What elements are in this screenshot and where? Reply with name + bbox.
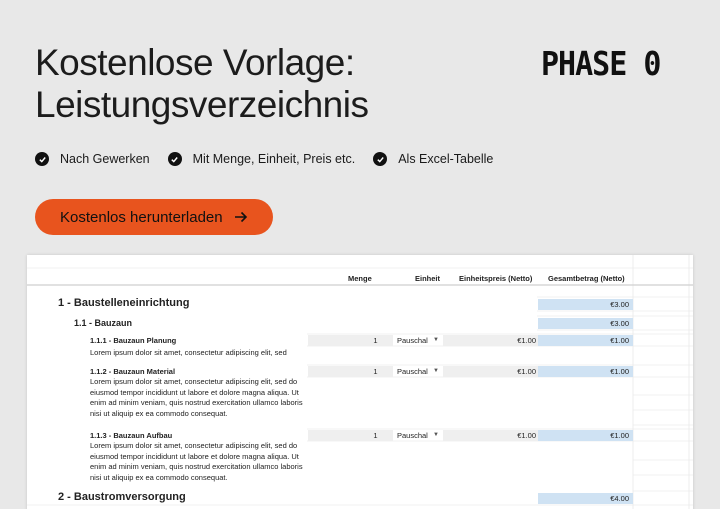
feature-label: Mit Menge, Einheit, Preis etc. xyxy=(192,152,356,166)
item-description: Lorem ipsum dolor sit amet, consectetur adipiscing elit, sed do eiusmod tempor incididunt ut labore et dolore magna aliqua. Ut enim ad minim veniam, quis nostrud exercitation ullamco laboris nisi ut aliquip ex ea commodo consequat. xyxy=(90,377,303,418)
menge-cell[interactable]: 1 xyxy=(308,366,393,377)
item-description: Lorem ipsum dolor sit amet, consectetur adipiscing elit, sed xyxy=(90,348,287,357)
check-circle-icon xyxy=(168,152,182,166)
column-header-gesamtbetrag: Gesamtbetrag (Netto) xyxy=(548,274,625,283)
section-total: €3.00 xyxy=(538,299,633,310)
phase0-logo: PHASE 0 xyxy=(541,45,661,84)
download-button-label: Kostenlos herunterladen xyxy=(60,208,223,226)
gesamtbetrag-cell: €1.00 xyxy=(538,430,633,441)
page-title xyxy=(35,42,368,126)
arrow-right-icon xyxy=(233,209,249,225)
einheit-select[interactable] xyxy=(393,430,443,441)
item-title: 1.1.3 - Bauzaun Aufbau xyxy=(90,431,173,440)
feature-item xyxy=(35,152,150,166)
item-title: 1.1.2 - Bauzaun Material xyxy=(90,367,176,376)
feature-list xyxy=(35,152,511,166)
title-line-1: Kostenlose Vorlage: xyxy=(35,42,355,83)
download-button[interactable] xyxy=(35,199,273,235)
check-circle-icon xyxy=(373,152,387,166)
einheitspreis-cell[interactable]: €1.00 xyxy=(443,335,538,346)
column-header-einheitspreis: Einheitspreis (Netto) xyxy=(459,274,533,283)
subsection-title: 1.1 - Bauzaun xyxy=(74,318,133,328)
menge-cell[interactable]: 1 xyxy=(308,430,393,441)
section-total: €4.00 xyxy=(538,493,633,504)
gesamtbetrag-cell: €1.00 xyxy=(538,366,633,377)
check-circle-icon xyxy=(35,152,49,166)
einheitspreis-cell[interactable]: €1.00 xyxy=(443,430,538,441)
item-title: 1.1.1 - Bauzaun Planung xyxy=(90,336,177,345)
einheitspreis-cell[interactable]: €1.00 xyxy=(443,366,538,377)
column-header-menge: Menge xyxy=(348,274,372,283)
column-header-einheit: Einheit xyxy=(415,274,441,283)
item-description: Lorem ipsum dolor sit amet, consectetur adipiscing elit, sed do eiusmod tempor incididunt ut labore et dolore magna aliqua. Ut enim ad minim veniam, quis nostrud exercitation ullamco laboris nisi ut aliquip ex ea commodo consequat. xyxy=(90,441,303,482)
section-title: 2 - Baustromversorgung xyxy=(58,491,186,503)
dropdown-caret-icon: ▼ xyxy=(433,432,439,438)
subsection-total: €3.00 xyxy=(538,318,633,329)
menge-cell[interactable]: 1 xyxy=(308,335,393,346)
title-line-2: Leistungsverzeichnis xyxy=(35,84,369,125)
feature-item xyxy=(168,152,356,166)
spreadsheet-preview xyxy=(27,255,693,509)
gesamtbetrag-cell: €1.00 xyxy=(538,335,633,346)
feature-item xyxy=(373,152,493,166)
einheit-value: Pauschal xyxy=(397,367,428,376)
dropdown-caret-icon: ▼ xyxy=(433,368,439,374)
feature-label: Nach Gewerken xyxy=(60,152,150,166)
feature-label: Als Excel-Tabelle xyxy=(398,152,494,166)
einheit-select[interactable] xyxy=(393,366,443,377)
einheit-value: Pauschal xyxy=(397,431,428,440)
einheit-select[interactable] xyxy=(393,335,443,346)
dropdown-caret-icon: ▼ xyxy=(433,337,439,343)
einheit-value: Pauschal xyxy=(397,336,428,345)
section-title: 1 - Baustelleneinrichtung xyxy=(58,297,190,309)
